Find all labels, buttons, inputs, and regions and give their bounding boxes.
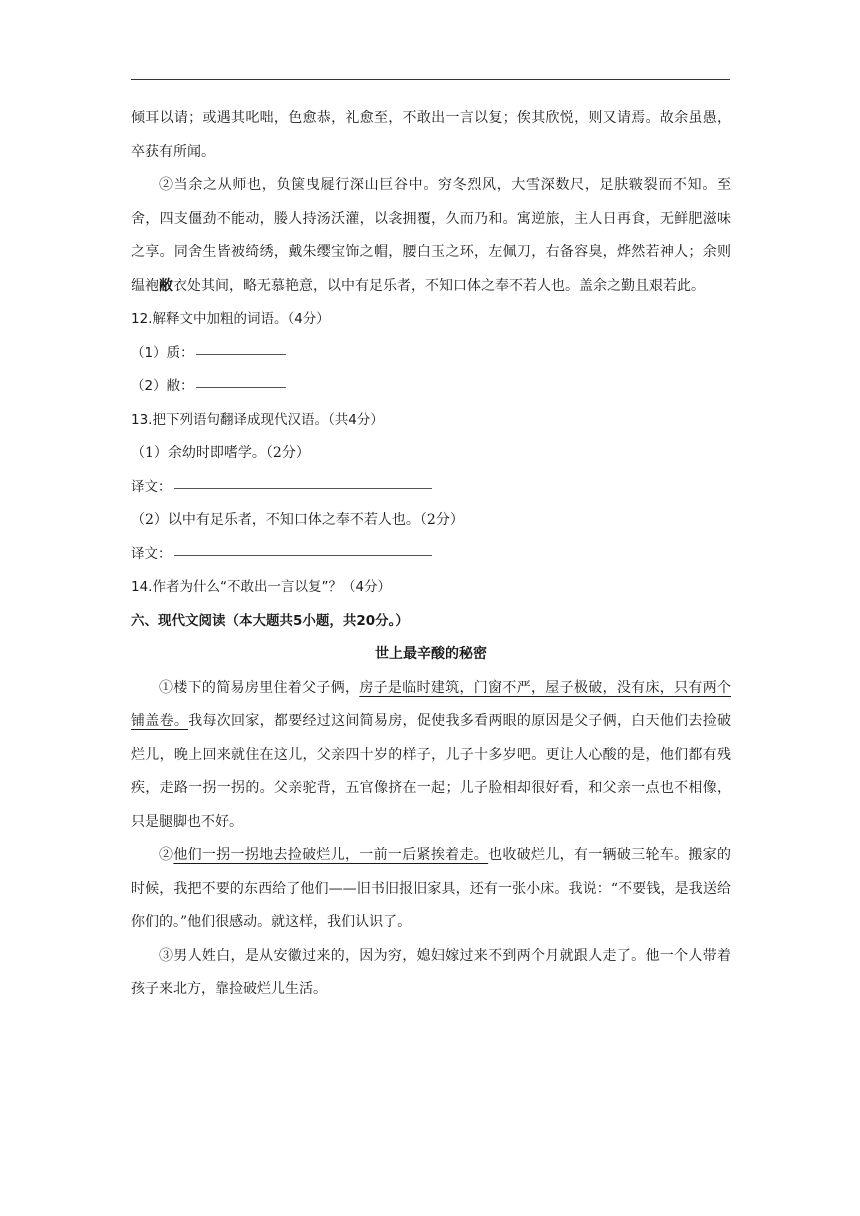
translation-label-1: 译文：: [131, 478, 172, 495]
question-12-1-label: （1）质：: [131, 344, 194, 361]
answer-blank-12-1[interactable]: [196, 353, 286, 355]
modern-paragraph-1: [131, 672, 731, 840]
classical-paragraph-2: [131, 169, 731, 303]
answer-blank-13-2[interactable]: [174, 554, 432, 556]
question-13-item-1: （1）余幼时即嗜学。（2分）: [131, 445, 310, 461]
classical-paragraph-1: 倾耳以请；或遇其叱咄，色愈恭，礼愈至，不敢出一言以复；俟其欣悦，则又请焉。故余虽愚，卒获有所闻。: [131, 110, 731, 160]
header-rule: [131, 79, 730, 80]
underlined-sentence-1: 房子是临时建筑，门窗不严，屋子极破，没有床，只有两个铺盖卷。: [131, 679, 732, 729]
modern-paragraph-3: ③男人姓白，是从安徽过来的，因为穷，媳妇嫁过来不到两个月就跟人走了。他一个人带着孩子来北方，靠捡破烂儿生活。: [131, 947, 731, 997]
question-13-1-answer-line: [131, 471, 731, 505]
underlined-sentence-2: 他们一拐一拐地去捡破烂儿，一前一后紧挨着走。: [173, 847, 489, 863]
section-6-heading: 六、现代文阅读（本大题共5小题，共20分。）: [131, 612, 409, 629]
question-13-item-2: （2）以中有足乐者，不知口体之奉不若人也。（2分）: [131, 512, 464, 528]
question-12-2-label: （2）敝：: [131, 378, 194, 394]
answer-blank-12-2[interactable]: [196, 386, 286, 388]
bold-word-bi: 敝: [159, 277, 173, 294]
translation-label-2: 译文：: [131, 545, 172, 562]
modern-p2-text-b: 也收破烂儿，有一辆破三轮车。搬家的时候，我把不要的东西给了他们——旧书旧报旧家具，还有一张小床。我说：“不要钱，是我送给你们的。”他们很感动。就这样，我们认识了。: [131, 847, 732, 930]
answer-blank-13-1[interactable]: [174, 487, 432, 489]
question-14: 14.作者为什么“不敢出一言以复”？（4分）: [131, 579, 392, 595]
question-13-2-answer-line: [131, 538, 731, 572]
modern-paragraph-2: [131, 839, 731, 940]
passage-title: 世上最辛酸的秘密: [375, 646, 487, 662]
question-12: 12.解释文中加粗的词语。（4分）: [131, 311, 330, 327]
question-12-item-1: [131, 337, 731, 371]
classical-p2-text-a: ②当余之从师也，负箧曳屣行深山巨谷中。穷冬烈风，大雪深数尺，足肤皲裂而不知。至舍，四支僵劲不能动，媵人持汤沃灌，以衾拥覆，久而乃和。寓逆旅，主人日再食，无鲜肥滋味之享。同舍生皆被绮绣，戴朱缨宝饰之帽，腰白玉之环，左佩刀，右备容臭，烨然若神人；余则缊袍: [131, 177, 731, 294]
question-12-item-2: [131, 370, 731, 404]
classical-p2-text-b: 衣处其间，略无慕艳意，以中有足乐者，不知口体之奉不若人也。盖余之勤且艰若此。: [173, 277, 705, 294]
modern-p1-text-a: ①楼下的简易房里住着父子俩，: [159, 679, 360, 696]
page-content: [131, 102, 731, 1007]
question-13: 13.把下列语句翻译成现代汉语。（共4分）: [131, 411, 384, 428]
modern-p2-number: ②: [159, 847, 174, 863]
modern-p1-text-b: 我每次回家，都要经过这间简易房，促使我多看两眼的原因是父子俩，白天他们去捡破烂儿，晚上回来就住在这儿，父亲四十岁的样子，儿子十多岁吧。更让人心酸的是，他们都有残疾，走路一拐一拐的。父亲驼背，五官像挤在一起；儿子脸相却很好看，和父亲一点也不相像，只是腿脚也不好。: [131, 713, 731, 830]
